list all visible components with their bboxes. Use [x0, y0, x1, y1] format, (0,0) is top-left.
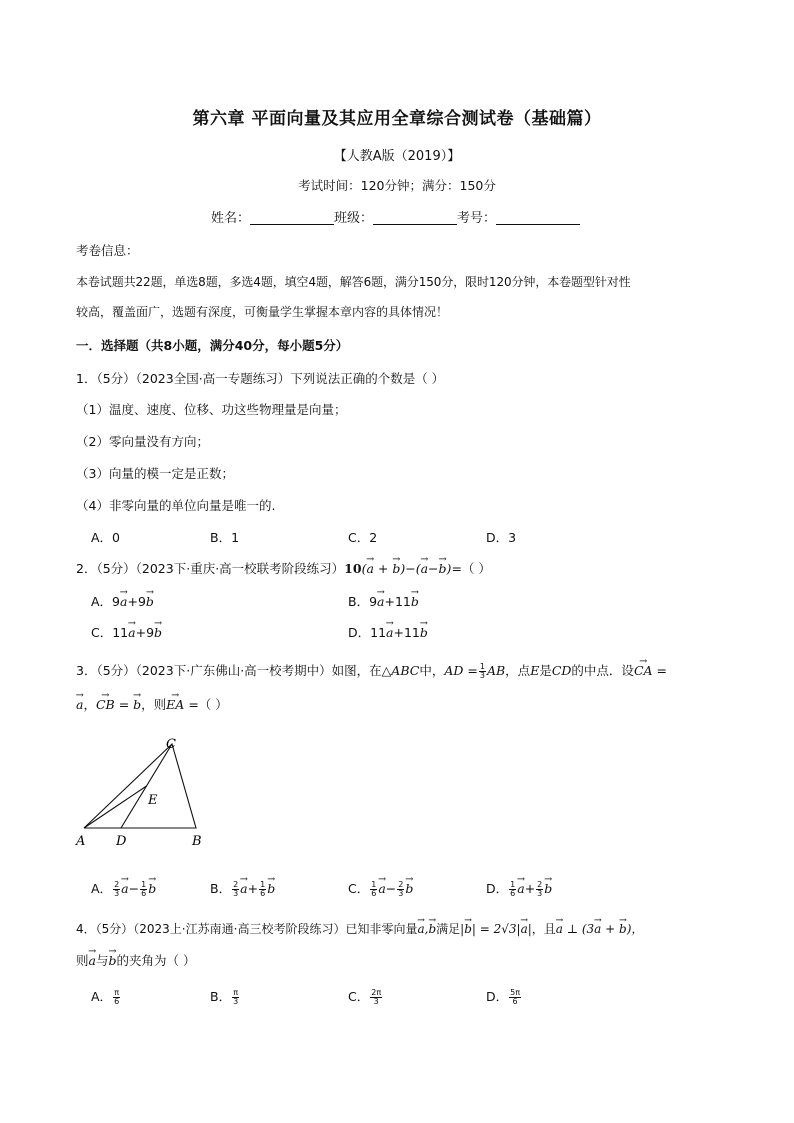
- q4-option-a[interactable]: A． $\frac{\pi}{6}$: [91, 988, 120, 1006]
- label-b: B: [192, 834, 202, 849]
- q4-option-b[interactable]: B． $\frac{\pi}{3}$: [210, 988, 239, 1006]
- q4-option-d[interactable]: D． $\frac{5\pi}{6}$: [486, 988, 521, 1006]
- q2-option-c[interactable]: C．11→ a+9→ b: [91, 623, 162, 641]
- label-d: D: [116, 834, 127, 849]
- label-a: A: [76, 834, 86, 849]
- q3-stem-line2: → a，→ CB = → b，则→ EA =（ ）: [76, 695, 228, 713]
- info-line-1: 本卷试题共22题，单选8题，多选4题，填空4题，解答6题，满分150分，限时120分钟，本卷题型针对性: [76, 275, 631, 289]
- q2-coef: 10: [344, 561, 362, 576]
- triangle-figure: [72, 732, 212, 854]
- exam-time-info: 考试时间：120分钟；满分：150分: [298, 178, 496, 193]
- segment-ae: [84, 786, 147, 828]
- edition-label: 【人教A版（2019）】: [333, 149, 461, 164]
- number-label: 考号：: [457, 211, 497, 226]
- q1-option-d[interactable]: D．3: [486, 530, 517, 545]
- q1-item-2: （2）零向量没有方向；: [76, 434, 209, 449]
- section-heading: 一．选择题（共8小题，满分40分，每小题5分）: [76, 338, 349, 353]
- q3-stem: 3．（5分）（2023下·广东佛山·高一校考期中）如图，在△ABC中，AD = $\frac{1}{3}$ AB，点E是CD的中点．设→ CA =: [76, 661, 667, 680]
- q1-option-a[interactable]: A．0: [91, 530, 121, 545]
- q2-option-a[interactable]: A．9→ a+9→ b: [91, 592, 154, 610]
- info-line-2: 较高，覆盖面广，选题有深度，可衡量学生掌握本章内容的具体情况！: [76, 305, 449, 319]
- q2-option-b[interactable]: B．9→ a+11→ b: [348, 592, 419, 610]
- q3-option-a[interactable]: A． $\frac{2}{3}$ → a− $\frac{1}{6}$ → b: [91, 879, 156, 898]
- class-blank[interactable]: [373, 210, 457, 225]
- class-label: 班级：: [334, 211, 374, 226]
- label-e: E: [148, 793, 158, 808]
- q1-option-b[interactable]: B．1: [210, 530, 240, 545]
- q1-item-1: （1）温度、速度、位移、功这些物理量是向量；: [76, 402, 347, 417]
- number-blank[interactable]: [496, 210, 580, 225]
- q1-item-4: （4）非零向量的单位向量是唯一的.: [76, 498, 276, 513]
- q1-stem: 1．（5分）（2023全国·高一专题练习）下列说法正确的个数是（ ）: [76, 371, 445, 386]
- q3-option-b[interactable]: B． $\frac{2}{3}$ → a+ $\frac{1}{6}$ → b: [210, 879, 275, 898]
- q1-option-c[interactable]: C．2: [348, 530, 378, 545]
- name-blank[interactable]: [250, 210, 334, 225]
- q1-item-3: （3）向量的模一定是正数；: [76, 466, 234, 481]
- q4-stem-line2: 则→ a与→ b的夹角为（ ）: [76, 951, 195, 969]
- page-title: 第六章 平面向量及其应用全章综合测试卷（基础篇）: [192, 109, 602, 129]
- label-c: C: [166, 737, 176, 752]
- info-heading: 考卷信息：: [76, 243, 139, 258]
- q2-option-d[interactable]: D．11→ a+11→ b: [348, 623, 428, 641]
- q4-option-c[interactable]: C． $\frac{2\pi}{3}$: [348, 988, 382, 1006]
- q3-option-d[interactable]: D． $\frac{1}{6}$ → a+ $\frac{2}{3}$ → b: [486, 879, 552, 898]
- q4-stem: 4．（5分）（2023上·江苏南通·高三校考阶段练习）已知非零向量→ a,→ b满足|→ b| = 2√3|→ a|，且→ a ⊥ (3→ a + → b)，: [76, 920, 643, 937]
- q2-stem: 2．（5分）（2023下·重庆·高一校联考阶段练习）10(→ a + → b)−(→ a−→ b)=（ ）: [76, 559, 491, 577]
- q3-option-c[interactable]: C． $\frac{1}{6}$ → a− $\frac{2}{3}$ → b: [348, 879, 413, 898]
- student-info-fields: [211, 207, 580, 226]
- triangle-abc: [84, 744, 196, 828]
- name-label: 姓名：: [211, 211, 251, 226]
